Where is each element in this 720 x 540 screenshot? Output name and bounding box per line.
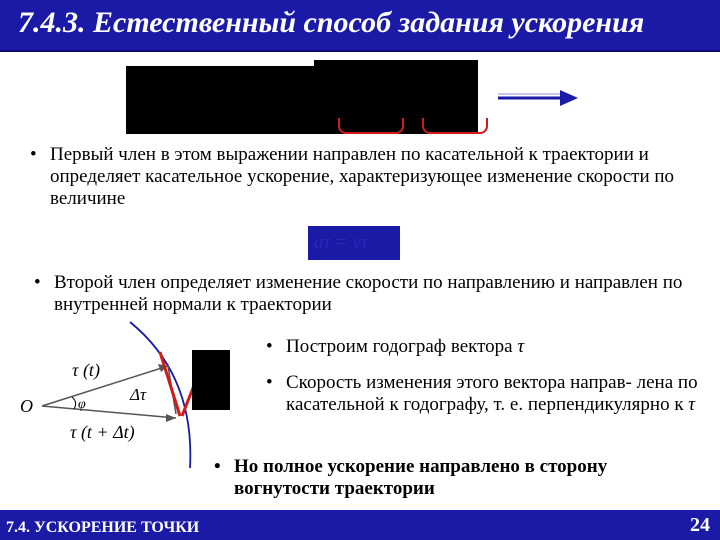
bullet-total-acceleration-text: Но полное ускорение направлено в сторону вогнутости траектории [234,456,608,499]
bullet-dot: • [266,372,273,393]
bullet-rate-of-change-text: Скорость изменения этого вектора направ- лена по касательной к годографу, т. е. перпендикулярно к [286,372,698,415]
formula-image-left [126,66,314,134]
tau-symbol: τ [688,394,696,415]
angle-arc [72,397,76,409]
slide-title: 7.4.3. Естественный способ задания ускорения [18,6,645,39]
bullet-second-term [34,272,684,316]
page-number: 24 [690,514,710,536]
right-arrow-icon [496,88,582,108]
delta-tau-label: Δτ [130,385,147,404]
tau-t-label: τ (t) [72,360,100,380]
tangential-acceleration-formula [308,226,400,260]
bullet-dot: • [30,144,37,165]
bullet-first-term [30,144,690,210]
tau-t-vector [42,366,168,406]
formula-image-small [192,350,230,410]
bullet-dot: • [34,272,41,293]
bullet-dot: • [266,336,273,357]
bullet-hodograph [266,336,586,358]
tau-t-dt-label: τ (t + Δt) [70,422,135,442]
origin-label: O [20,396,33,416]
bullet-second-term-text: Второй член определяет изменение скорости по направлению и направлен по внутренней нормали к траектории [54,272,683,315]
tangential-acceleration-formula-text: aτ = vτ [314,232,368,253]
bullet-total-acceleration [214,456,694,500]
tau-t-dt-vector [42,406,176,418]
bullet-dot: • [214,456,221,477]
title-bar [0,0,720,52]
bullet-rate-of-change [266,372,706,416]
bullet-first-term-text: Первый член в этом выражении направлен по касательной к траектории и определяет касательное ускорение, характеризующее изменение скорости по величине [50,144,675,209]
phi-label: φ [78,397,86,412]
underbrace-first-term [338,118,404,134]
underbrace-second-term [422,118,488,134]
bullet-hodograph-text: Построим годограф вектора [286,336,513,357]
footer-section-title: 7.4. УСКОРЕНИЕ ТОЧКИ [6,519,200,536]
tau-t-dt-arrowhead [166,414,176,422]
tau-symbol: τ [517,336,525,357]
footer-bar [0,510,720,540]
